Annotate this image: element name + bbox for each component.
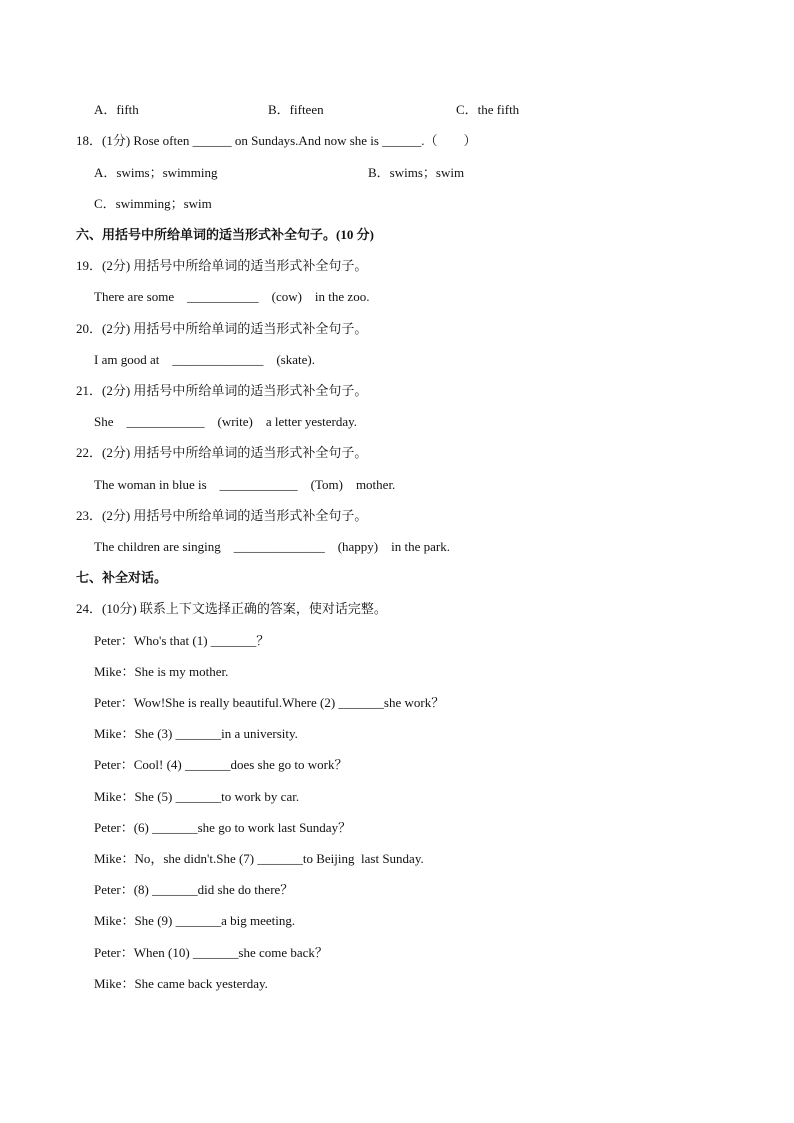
- q21-sentence: She ____________ (write) a letter yesterday.: [94, 414, 358, 429]
- q19-sentence: There are some ___________ (cow) in the zoo.: [94, 289, 370, 304]
- q20-sentence: I am good at ______________ (skate).: [94, 352, 315, 367]
- q17-option-b: B．fifteen: [268, 102, 324, 117]
- q23-sentence: The children are singing ______________ (happy) in the park.: [94, 539, 450, 554]
- q18-option-c: C．swimming；swim: [94, 196, 212, 211]
- q23-stem: 23．(2分) 用括号中所给单词的适当形式补全句子。: [76, 508, 368, 523]
- q24-stem: 24．(10分) 联系上下文选择正确的答案，使对话完整。: [76, 601, 387, 616]
- dialogue-line: Mike：She (9) _______a big meeting.: [94, 913, 296, 928]
- dialogue-line: Peter：Who's that (1) _______？: [94, 633, 270, 648]
- q18-stem: 18．(1分) Rose often ______ on Sundays.And now she is ______.（ ）: [76, 133, 477, 148]
- dialogue-line: Peter：Cool! (4) _______does she go to work？: [94, 757, 348, 772]
- dialogue-line: Mike：She (5) _______to work by car.: [94, 789, 300, 804]
- section6-heading: 六、用括号中所给单词的适当形式补全句子。(10 分): [76, 227, 374, 242]
- q22-stem: 22．(2分) 用括号中所给单词的适当形式补全句子。: [76, 445, 368, 460]
- q17-option-a: A．fifth: [94, 102, 139, 117]
- dialogue-line: Mike：She came back yesterday.: [94, 976, 268, 991]
- dialogue-line: Mike：She (3) _______in a university.: [94, 726, 298, 741]
- dialogue-line: Mike：No，she didn't.She (7) _______to Beijing last Sunday.: [94, 851, 424, 866]
- dialogue-line: Peter：When (10) _______she come back？: [94, 945, 328, 960]
- q17-option-c: C．the fifth: [456, 102, 520, 117]
- q20-stem: 20．(2分) 用括号中所给单词的适当形式补全句子。: [76, 321, 368, 336]
- q22-sentence: The woman in blue is ____________ (Tom) mother.: [94, 477, 396, 492]
- dialogue-line: Mike：She is my mother.: [94, 664, 229, 679]
- dialogue-line: Peter：Wow!She is really beautiful.Where (2) _______she work？: [94, 695, 445, 710]
- q18-option-b: B．swims；swim: [368, 165, 465, 180]
- q19-stem: 19．(2分) 用括号中所给单词的适当形式补全句子。: [76, 258, 368, 273]
- q18-option-a: A．swims；swimming: [94, 165, 218, 180]
- dialogue-line: Peter：(6) _______she go to work last Sunday？: [94, 820, 352, 835]
- q21-stem: 21．(2分) 用括号中所给单词的适当形式补全句子。: [76, 383, 368, 398]
- section7-heading: 七、补全对话。: [76, 570, 168, 585]
- dialogue-line: Peter：(8) _______did she do there？: [94, 882, 294, 897]
